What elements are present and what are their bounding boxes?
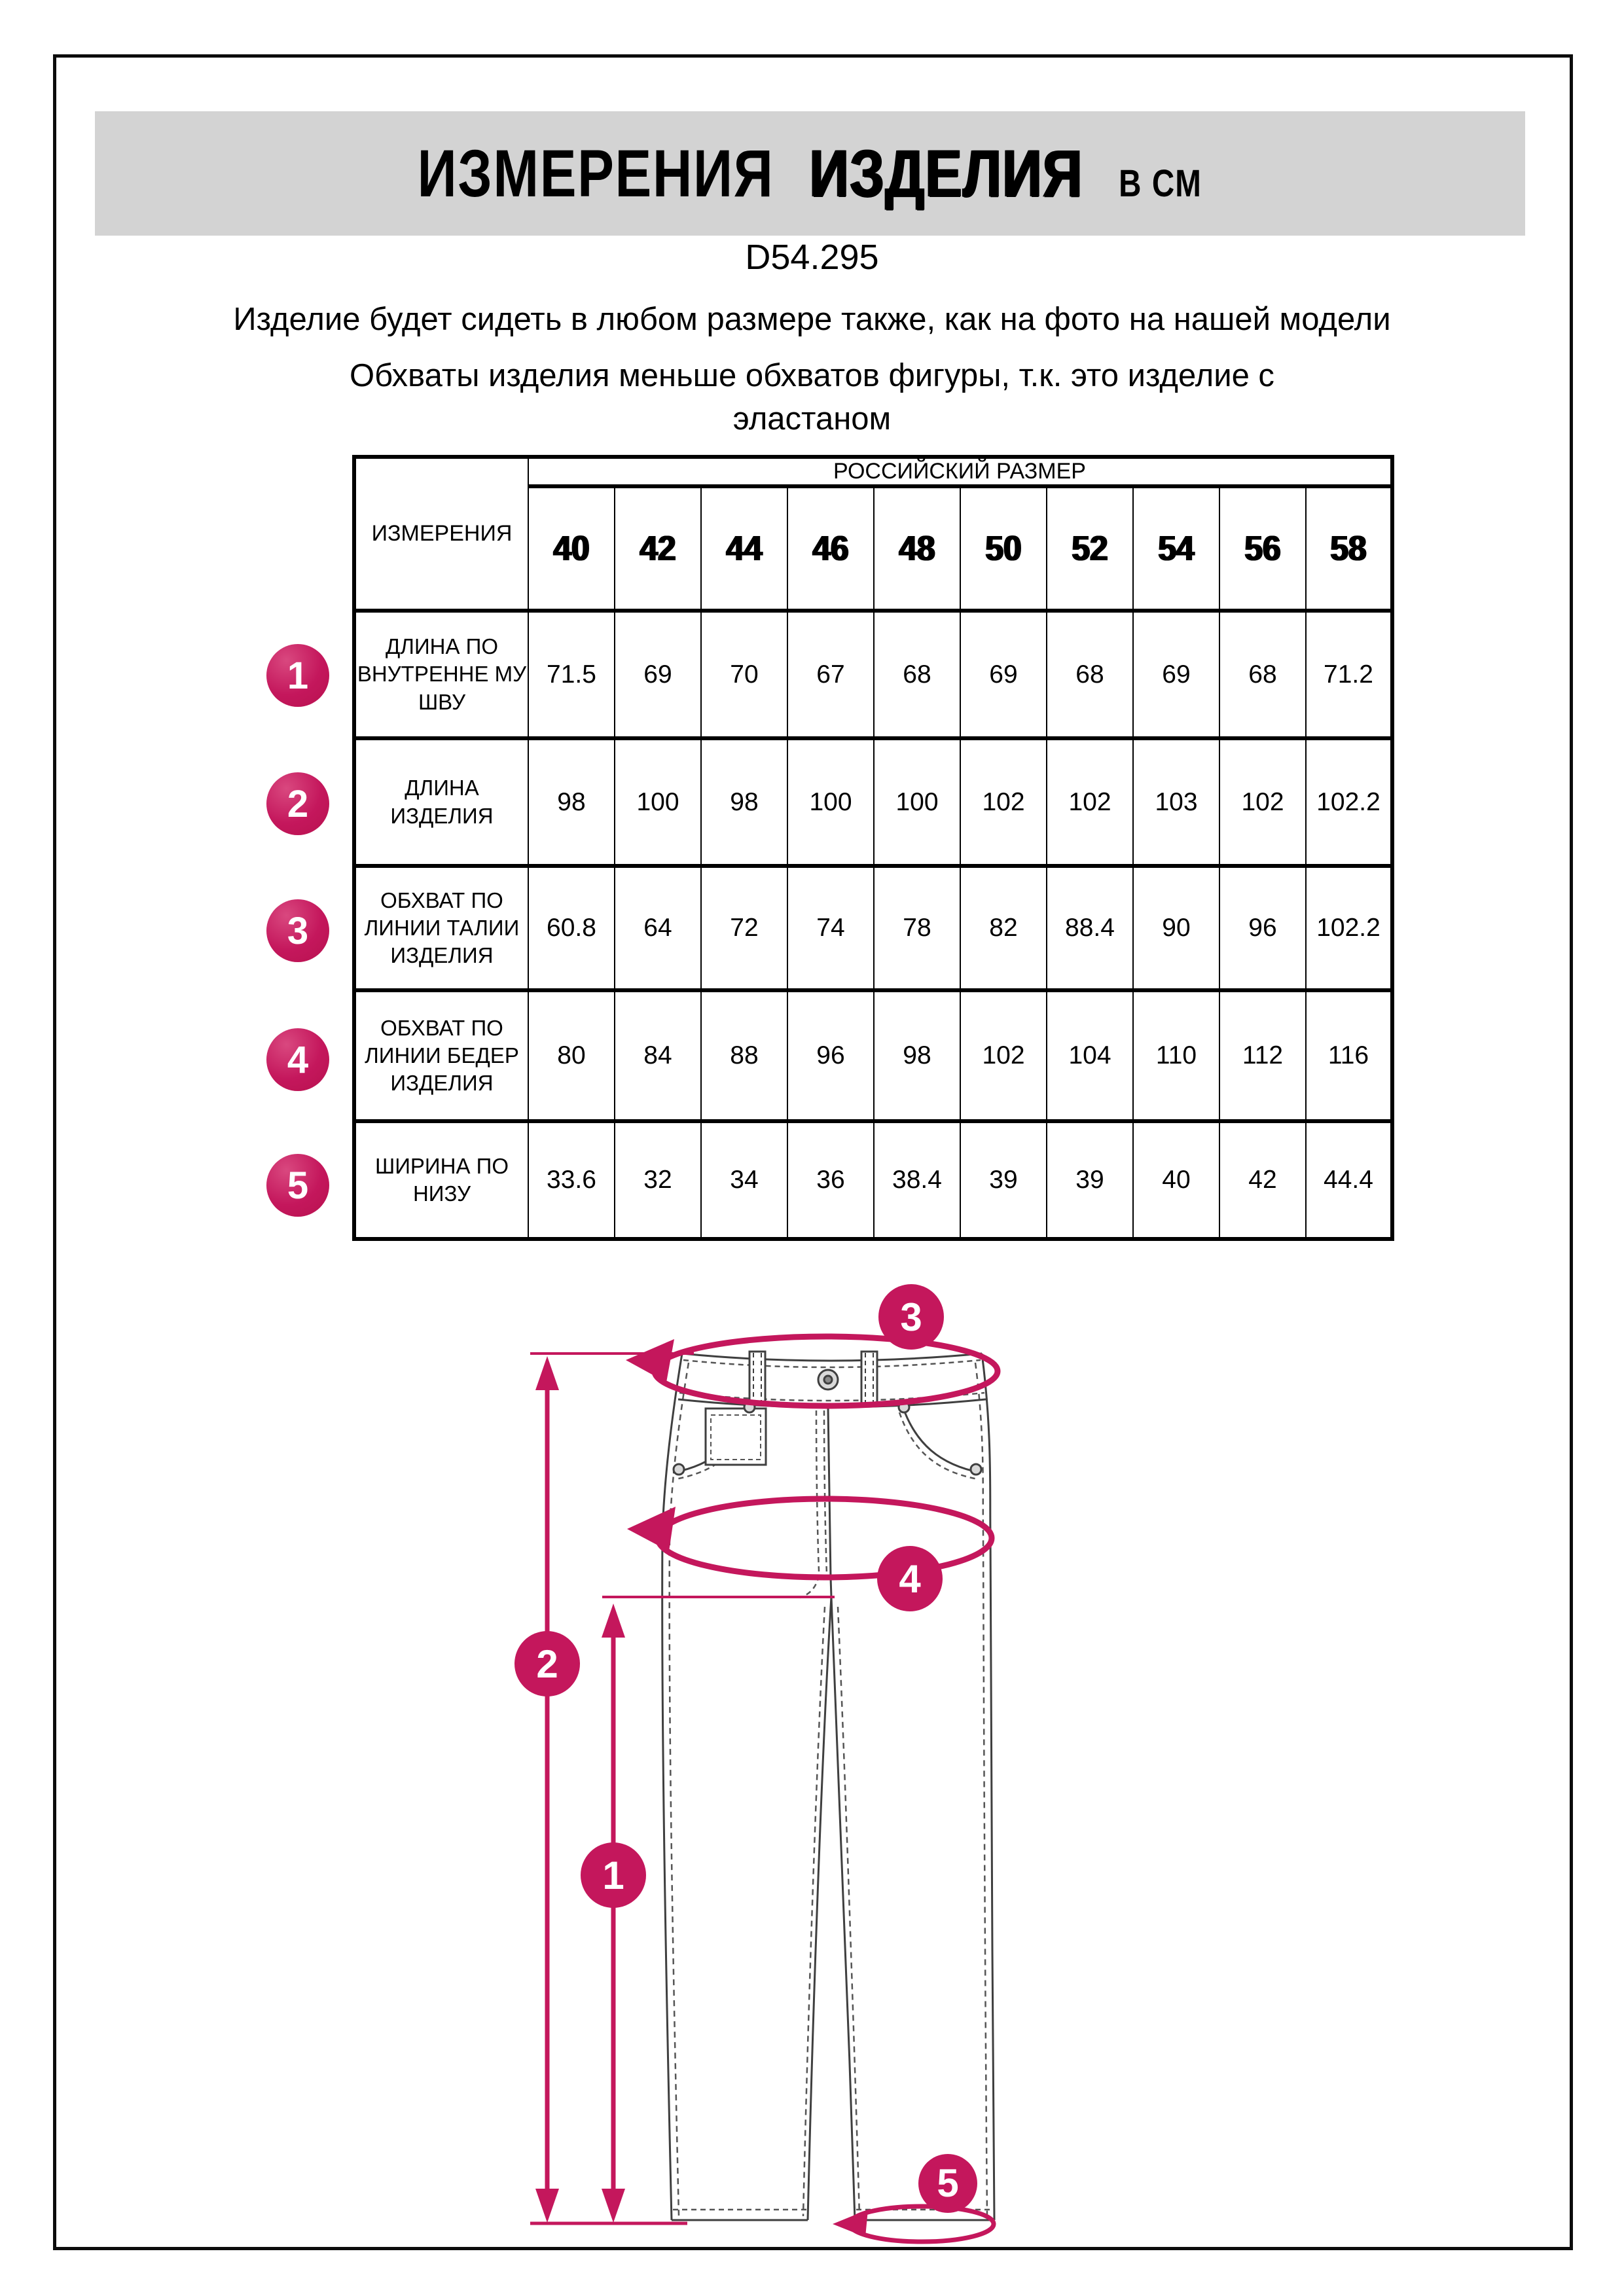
- row-label: ОБХВАТ ПО ЛИНИИ БЕДЕР ИЗДЕЛИЯ: [354, 990, 528, 1121]
- jeans-sketch: [662, 1352, 994, 2220]
- svg-text:3: 3: [900, 1295, 922, 1339]
- marker-3-badge: 3: [266, 899, 329, 962]
- title-bar: [95, 111, 1525, 236]
- cell-value: 69: [960, 611, 1047, 738]
- title-word-measurements: ИЗМЕРЕНИЯ: [418, 135, 774, 211]
- row-label: ОБХВАТ ПО ЛИНИИ ТАЛИИ ИЗДЕЛИЯ: [354, 866, 528, 990]
- cell-value: 98: [528, 738, 615, 866]
- cell-value: 68: [874, 611, 960, 738]
- size-header: 48: [874, 486, 960, 611]
- cell-value: 80: [528, 990, 615, 1121]
- table-row-hip-girth: [354, 990, 1392, 1121]
- product-code: D54.295: [745, 238, 879, 277]
- size-header: 56: [1219, 486, 1306, 611]
- cell-value: 102: [960, 738, 1047, 866]
- cell-value: 96: [1219, 866, 1306, 990]
- cell-value: 69: [1133, 611, 1219, 738]
- size-header: 44: [701, 486, 787, 611]
- marker-4-badge: 4: [266, 1028, 329, 1091]
- drawing-marker-1: [581, 1842, 646, 1908]
- note-elastane-2: эластаном: [732, 401, 892, 437]
- hem-width-ellipse: [833, 2206, 994, 2242]
- cell-value: 90: [1133, 866, 1219, 990]
- jeans-technical-drawing: [497, 1276, 1028, 2245]
- cell-value: 67: [787, 611, 874, 738]
- cell-value: 39: [1047, 1121, 1133, 1239]
- cell-value: 116: [1306, 990, 1392, 1121]
- waist-girth-ellipse: [626, 1336, 998, 1406]
- cell-value: 84: [615, 990, 701, 1121]
- size-header: 40: [528, 486, 615, 611]
- dimension-arrow-1: [602, 1604, 625, 2223]
- cell-value: 39: [960, 1121, 1047, 1239]
- cell-value: 32: [615, 1121, 701, 1239]
- drawing-marker-4: [877, 1546, 943, 1611]
- marker-5-badge: 5: [266, 1154, 329, 1217]
- table-row-inseam-length: [354, 611, 1392, 738]
- table-row-waist-girth: [354, 866, 1392, 990]
- cell-value: 36: [787, 1121, 874, 1239]
- size-header: 58: [1306, 486, 1392, 611]
- cell-value: 82: [960, 866, 1047, 990]
- cell-value: 71.2: [1306, 611, 1392, 738]
- cell-value: 102: [1047, 738, 1133, 866]
- cell-value: 68: [1219, 611, 1306, 738]
- cell-value: 88.4: [1047, 866, 1133, 990]
- cell-value: 102: [960, 990, 1047, 1121]
- cell-value: 100: [874, 738, 960, 866]
- title-word-product: ИЗДЕЛИЯ: [810, 135, 1084, 211]
- cell-value: 44.4: [1306, 1121, 1392, 1239]
- cell-value: 88: [701, 990, 787, 1121]
- cell-value: 104: [1047, 990, 1133, 1121]
- cell-value: 102.2: [1306, 866, 1392, 990]
- size-header: 46: [787, 486, 874, 611]
- svg-text:2: 2: [536, 1642, 558, 1686]
- cell-value: 70: [701, 611, 787, 738]
- cell-value: 40: [1133, 1121, 1219, 1239]
- size-header: 50: [960, 486, 1047, 611]
- cell-value: 60.8: [528, 866, 615, 990]
- cell-value: 38.4: [874, 1121, 960, 1239]
- cell-value: 110: [1133, 990, 1219, 1121]
- svg-text:1: 1: [602, 1854, 624, 1897]
- title-unit-cm: В СМ: [1119, 162, 1202, 205]
- marker-2-badge: 2: [266, 772, 329, 835]
- cell-value: 69: [615, 611, 701, 738]
- cell-value: 78: [874, 866, 960, 990]
- drawing-marker-3: [878, 1284, 944, 1350]
- cell-value: 72: [701, 866, 787, 990]
- cell-value: 98: [701, 738, 787, 866]
- cell-value: 102: [1219, 738, 1306, 866]
- svg-text:5: 5: [937, 2161, 959, 2205]
- cell-value: 74: [787, 866, 874, 990]
- cell-value: 34: [701, 1121, 787, 1239]
- note-elastane-1: Обхваты изделия меньше обхватов фигуры, т.к. это изделие с: [350, 358, 1274, 393]
- button-icon: [818, 1370, 838, 1390]
- russian-size-header: РОССИЙСКИЙ РАЗМЕР: [528, 457, 1392, 486]
- size-header: 42: [615, 486, 701, 611]
- drawing-marker-2: [514, 1631, 580, 1696]
- cell-value: 112: [1219, 990, 1306, 1121]
- cell-value: 33.6: [528, 1121, 615, 1239]
- cell-value: 98: [874, 990, 960, 1121]
- page-title: [418, 135, 1202, 212]
- cell-value: 96: [787, 990, 874, 1121]
- marker-1-badge: 1: [266, 644, 329, 707]
- table-row-bottom-width: [354, 1121, 1392, 1239]
- note-fit: Изделие будет сидеть в любом размере также, как на фото на нашей модели: [233, 302, 1391, 337]
- cell-value: 42: [1219, 1121, 1306, 1239]
- dimension-arrow-2: [535, 1356, 559, 2223]
- cell-value: 102.2: [1306, 738, 1392, 866]
- row-label: ДЛИНА ПО ВНУТРЕННЕ МУ ШВУ: [354, 611, 528, 738]
- row-label: ДЛИНА ИЗДЕЛИЯ: [354, 738, 528, 866]
- size-table: [352, 455, 1394, 1241]
- drawing-marker-5: [918, 2154, 977, 2213]
- row-label: ШИРИНА ПО НИЗУ: [354, 1121, 528, 1239]
- cell-value: 71.5: [528, 611, 615, 738]
- cell-value: 100: [615, 738, 701, 866]
- coin-pocket: [706, 1408, 766, 1465]
- cell-value: 68: [1047, 611, 1133, 738]
- cell-value: 100: [787, 738, 874, 866]
- measurements-col-header: ИЗМЕРЕНИЯ: [354, 457, 528, 611]
- table-row-garment-length: [354, 738, 1392, 866]
- cell-value: 64: [615, 866, 701, 990]
- svg-text:4: 4: [899, 1557, 921, 1601]
- size-header: 54: [1133, 486, 1219, 611]
- cell-value: 103: [1133, 738, 1219, 866]
- size-header: 52: [1047, 486, 1133, 611]
